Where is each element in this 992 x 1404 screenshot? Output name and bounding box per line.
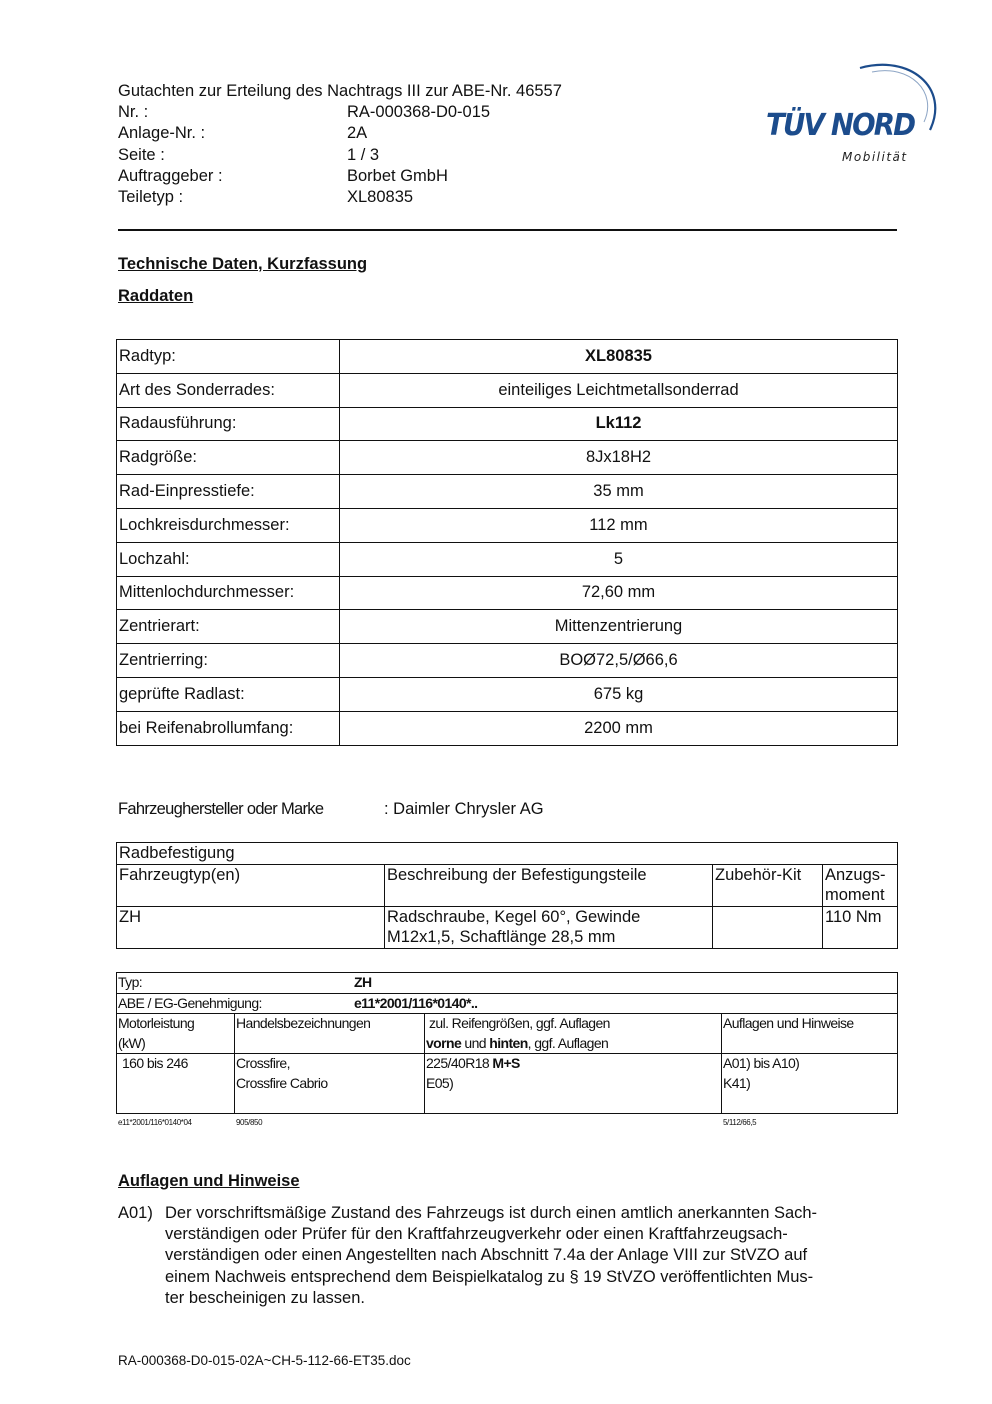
cell-kit — [713, 906, 823, 948]
note-line: verständigen oder Prüfer für den Kraftfahrzeugverkehr oder einen Kraftfahrzeugsach- — [165, 1225, 788, 1244]
logo-subtitle: Mobilität — [842, 150, 908, 164]
abe-value: e11*2001/116*0140*.. — [354, 994, 478, 1011]
maker-label: Fahrzeughersteller oder Marke — [118, 800, 324, 818]
table-header-row — [117, 864, 898, 906]
tyre-ms: M+S — [492, 1055, 520, 1071]
table-row — [117, 993, 898, 1014]
header-value: XL80835 — [347, 188, 414, 207]
abe-cell — [117, 993, 898, 1014]
note-text — [165, 1203, 817, 1309]
note-item — [118, 1203, 898, 1309]
row-value: einteiliges Leichtmetallsonderrad — [340, 373, 898, 407]
footer-filename: RA-000368-D0-015-02A~CH-5-112-66-ET35.doc — [118, 1353, 411, 1368]
notes-line1: A01) bis A10) — [723, 1055, 800, 1071]
small-code-weight: 905/850 — [236, 1118, 263, 1127]
fixing-table — [116, 842, 898, 949]
row-label: Radtyp: — [117, 340, 340, 374]
header-power-line2: (kW) — [118, 1034, 146, 1051]
header-power — [117, 1014, 235, 1054]
row-label: geprüfte Radlast: — [117, 677, 340, 711]
cell-names — [235, 1054, 425, 1114]
note-line: einem Nachweis entsprechend dem Beispielkatalog zu § 19 StVZO veröffentlichten Mus- — [165, 1267, 814, 1286]
row-label: Rad-Einpresstiefe: — [117, 475, 340, 509]
abe-label: ABE / EG-Genehmigung: — [118, 994, 262, 1011]
header-tyres — [425, 1014, 722, 1054]
row-value: 112 mm — [340, 508, 898, 542]
name-line1: Crossfire, — [236, 1055, 290, 1071]
cell-torque: 110 Nm — [823, 906, 898, 948]
row-value: 72,60 mm — [340, 576, 898, 610]
header-divider — [118, 229, 897, 231]
wheel-data-table — [116, 339, 898, 746]
row-value: Lk112 — [340, 407, 898, 441]
table-row — [117, 373, 898, 407]
note-line: verständigen oder einen Angestellten nach Abschnitt 7.4a der Anlage VIII zur StVZO auf — [165, 1246, 808, 1265]
logo-wordmark: TÜV NORD — [766, 108, 915, 143]
row-label: Radgröße: — [117, 441, 340, 475]
table-row — [117, 475, 898, 509]
header-tyres-rest: , ggf. Auflagen — [527, 1034, 609, 1051]
header-power-line1: Motorleistung — [118, 1015, 195, 1031]
header-value: 2A — [347, 124, 368, 143]
table-row — [117, 906, 898, 948]
small-code-abe: e11*2001/116*0140*04 — [118, 1118, 192, 1127]
notes-title: Auflagen und Hinweise — [118, 1172, 300, 1190]
description-line1: Radschraube, Kegel 60°, Gewinde — [387, 907, 641, 926]
document-title: Gutachten zur Erteilung des Nachtrags III zur ABE-Nr. 46557 — [118, 82, 562, 100]
row-value: 8Jx18H2 — [340, 441, 898, 475]
header-value: Borbet GmbH — [347, 166, 448, 185]
cell-tyres — [425, 1054, 722, 1114]
header-cell-torque — [823, 864, 898, 906]
table-row — [117, 843, 898, 865]
row-label: Art des Sonderrades: — [117, 373, 340, 407]
row-label: Zentrierart: — [117, 610, 340, 644]
table-row — [117, 508, 898, 542]
table-row — [117, 340, 898, 374]
small-code-wheel: 5/112/66,5 — [723, 1118, 757, 1127]
table-row — [117, 441, 898, 475]
note-id: A01) — [118, 1204, 153, 1222]
tyre-size: 225/40R18 — [426, 1055, 493, 1071]
table-row — [117, 542, 898, 576]
header-tyres-line2 — [426, 1034, 720, 1054]
description-line2: M12x1,5, Schaftlänge 28,5 mm — [387, 928, 616, 946]
header-key: Teiletyp : — [118, 188, 184, 207]
header-value: RA-000368-D0-015 — [347, 103, 491, 122]
table-row — [117, 576, 898, 610]
header-key: Nr. : — [118, 103, 149, 122]
row-label: Lochzahl: — [117, 542, 340, 576]
tuev-nord-logo — [760, 58, 945, 173]
header-key: Auftraggeber : — [118, 166, 223, 185]
row-value: 2200 mm — [340, 711, 898, 745]
table-row — [117, 407, 898, 441]
header-value: 1 / 3 — [347, 145, 380, 164]
header-key: Seite : — [118, 145, 165, 164]
table-row — [117, 711, 898, 745]
header-tyres-and: und — [461, 1034, 490, 1051]
tyre-line2: E05) — [426, 1074, 454, 1091]
header-row-teiletyp — [118, 187, 678, 208]
row-value: 5 — [340, 542, 898, 576]
table-row — [117, 973, 898, 994]
row-label: Lochkreisdurchmesser: — [117, 508, 340, 542]
row-value: BOØ72,5/Ø66,6 — [340, 644, 898, 678]
tyre-line1 — [426, 1054, 720, 1074]
table-header-row — [117, 1014, 898, 1054]
header-cell: Zubehör-Kit — [713, 864, 823, 906]
table-row — [117, 610, 898, 644]
type-approval-table — [116, 972, 898, 1114]
row-value: XL80835 — [340, 340, 898, 374]
row-label: Radausführung: — [117, 407, 340, 441]
row-label: Mittenlochdurchmesser: — [117, 576, 340, 610]
typ-label: Typ: — [118, 974, 143, 990]
note-line: Der vorschriftsmäßige Zustand des Fahrzeugs ist durch einen amtlich anerkannten Sach- — [165, 1204, 818, 1222]
name-line2: Crossfire Cabrio — [236, 1074, 328, 1091]
header-tyres-front: vorne — [426, 1034, 462, 1051]
row-label: Zentrierring: — [117, 644, 340, 678]
header-torque-line1: Anzugs- — [825, 865, 886, 884]
header-row-anlage — [118, 123, 678, 144]
table-row — [117, 677, 898, 711]
typ-cell — [117, 973, 898, 994]
header-notes: Auflagen und Hinweise — [722, 1014, 898, 1054]
header-torque-line2: moment — [825, 886, 885, 904]
header-key: Anlage-Nr. : — [118, 124, 206, 143]
notes-line2: K41) — [723, 1074, 751, 1091]
section-title: Technische Daten, Kurzfassung — [118, 255, 368, 273]
header-row-nr — [118, 102, 678, 123]
document-header — [118, 81, 678, 208]
header-names: Handelsbezeichnungen — [235, 1014, 425, 1054]
header-tyres-line1: zul. Reifengrößen, ggf. Auflagen — [429, 1015, 610, 1031]
cell-notes — [722, 1054, 898, 1114]
cell-power: 160 bis 246 — [117, 1054, 235, 1114]
header-tyres-rear: hinten — [489, 1034, 528, 1051]
row-value: Mittenzentrierung — [340, 610, 898, 644]
row-value: 35 mm — [340, 475, 898, 509]
header-row-seite — [118, 145, 678, 166]
table-row — [117, 1054, 898, 1114]
typ-value: ZH — [354, 974, 372, 990]
table-row — [117, 644, 898, 678]
header-cell: Beschreibung der Befestigungsteile — [385, 864, 713, 906]
header-cell: Fahrzeugtyp(en) — [117, 864, 385, 906]
raddaten-title: Raddaten — [118, 287, 194, 305]
cell-description — [385, 906, 713, 948]
vehicle-maker-line — [118, 800, 544, 819]
cell-type: ZH — [117, 906, 385, 948]
maker-value: : Daimler Chrysler AG — [384, 800, 544, 818]
note-line: ter bescheinigen zu lassen. — [165, 1288, 365, 1307]
row-label: bei Reifenabrollumfang: — [117, 711, 340, 745]
fixing-title: Radbefestigung — [117, 843, 898, 865]
row-value: 675 kg — [340, 677, 898, 711]
header-row-auftraggeber — [118, 166, 678, 187]
